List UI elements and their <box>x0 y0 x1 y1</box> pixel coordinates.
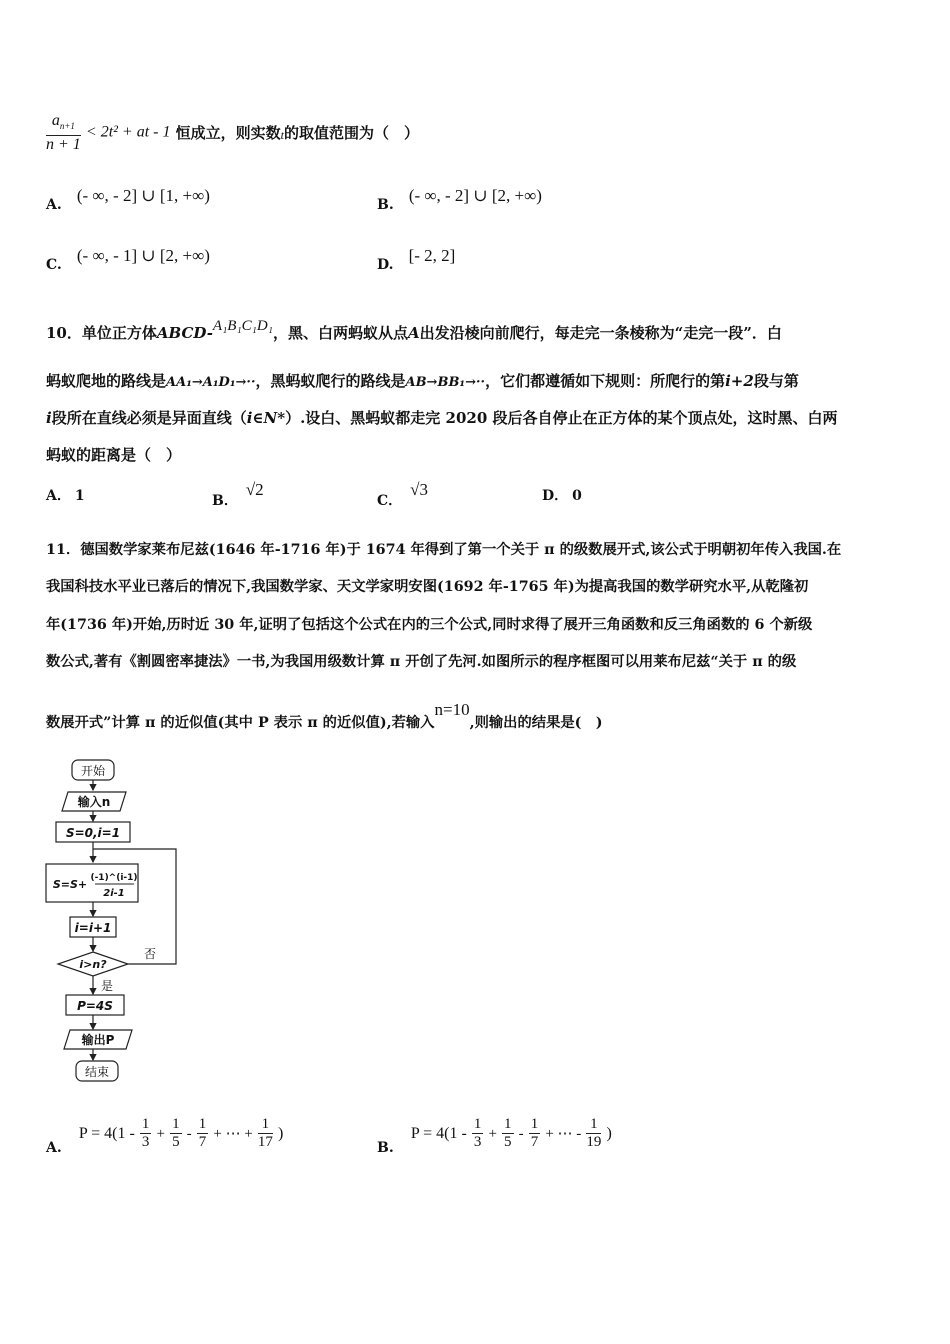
q9-option-a[interactable]: A. (- ∞, - 2] ∪ [1, +∞) <box>46 186 210 213</box>
flowchart-cond-label: i>n? <box>79 958 107 971</box>
q9-option-b[interactable]: B. (- ∞, - 2] ∪ [2, +∞) <box>377 186 542 213</box>
q9-var: t <box>280 128 284 143</box>
q9-option-c[interactable]: C. (- ∞, - 1] ∪ [2, +∞) <box>46 246 210 273</box>
q11-line-5: 数展开式”计算 π 的近似值(其中 P 表示 π 的近似值),若输入n=10,则输出的结果是( ) <box>46 700 603 731</box>
flowchart-inc-label: i=i+1 <box>74 921 112 935</box>
q10-line-4: 蚂蚁的距离是（ ） <box>46 446 182 464</box>
q9-rhs: < 2t² + at - 1 <box>85 123 171 141</box>
q10-line-2: 蚂蚁爬地的路线是AA₁→A₁D₁→··，黑蚂蚁爬行的路线是AB→BB₁→··，它们都遵循如下规则：所爬行的第i+2段与第 <box>46 372 799 390</box>
flowchart-end-label: 结束 <box>84 1065 110 1079</box>
q11-option-b[interactable]: B. P = 4(1 - $\frac{1}{3}$ + $\frac{1}{5}$ - $\frac{1}{7}$ + ⋯ - $\frac{1}{19}$ ) <box>377 1116 612 1156</box>
flowchart <box>40 754 190 1084</box>
q9-option-d[interactable]: D. [- 2, 2] <box>377 246 456 273</box>
q10-option-a[interactable]: A． 1 <box>46 488 85 504</box>
q10-option-c[interactable]: C．√3 <box>377 480 428 509</box>
q9-text2: 的取值范围为（ ） <box>283 124 419 143</box>
flowchart-input-label: 输入n <box>77 795 111 809</box>
q11-line-2: 我国科技水平业已落后的情况下,我国数学家、天文学家明安图(1692 年-1765 年)为提高我国的数学研究水平,从乾隆初 <box>46 579 809 595</box>
flowchart-start-label: 开始 <box>80 764 106 778</box>
q11-option-a[interactable]: A. P = 4(1 - $\frac{1}{3}$ + $\frac{1}{5}$ - $\frac{1}{7}$ + ⋯ + $\frac{1}{17}$ ) <box>46 1116 284 1156</box>
flowchart-init-label: S=0,i=1 <box>65 826 121 840</box>
q10-line-3: i段所在直线必须是异面直线（i∈N*）.设白、黑蚂蚁都走完 2020 段后各自停止在正方体的某个顶点处，这时黑、白两 <box>46 409 838 427</box>
q10-option-d[interactable]: D． 0 <box>542 488 582 504</box>
q11-line-1: 11．德国数学家莱布尼兹(1646 年-1716 年)于 1674 年得到了第一个关于 π 的级数展开式,该公式于明朝初年传入我国.在 <box>46 542 842 558</box>
flowchart-update-num: (-1)^(i-1) <box>90 873 138 883</box>
flowchart-yes-label: 是 <box>100 979 114 993</box>
flowchart-calc-label: P=4S <box>77 999 113 1013</box>
flowchart-update-den: 2i-1 <box>103 888 125 899</box>
q10-option-b[interactable]: B．√2 <box>212 480 264 509</box>
flowchart-no-label: 否 <box>143 947 157 961</box>
flowchart-update-prefix: S=S+ <box>52 878 88 891</box>
flowchart-output-label: 输出P <box>81 1033 115 1047</box>
q11-line-3: 年(1736 年)开始,历时近 30 年,证明了包括这个公式在内的三个公式,同时求得了展开三角函数和反三角函数的 6 个新级 <box>46 617 813 633</box>
q9-lhs-fraction: $\frac{a_{n+1}}{n + 1}$ <box>46 112 81 154</box>
q11-line-4: 数公式,著有《割圆密率捷法》一书,为我国用级数计算 π 开创了先河.如图所示的程序框图可以用莱布尼兹“关于 π 的级 <box>46 654 797 670</box>
q9-text: 恒成立，则实数 <box>175 124 281 143</box>
q9-inequality <box>46 112 419 153</box>
q10-line-1: 10．单位正方体ABCD-A₁B₁C₁D₁，黑、白两蚂蚁从点A出发沿棱向前爬行，每走完一条棱称为“走完一段”．白 <box>46 318 782 342</box>
flowchart-no-loop <box>93 849 176 964</box>
